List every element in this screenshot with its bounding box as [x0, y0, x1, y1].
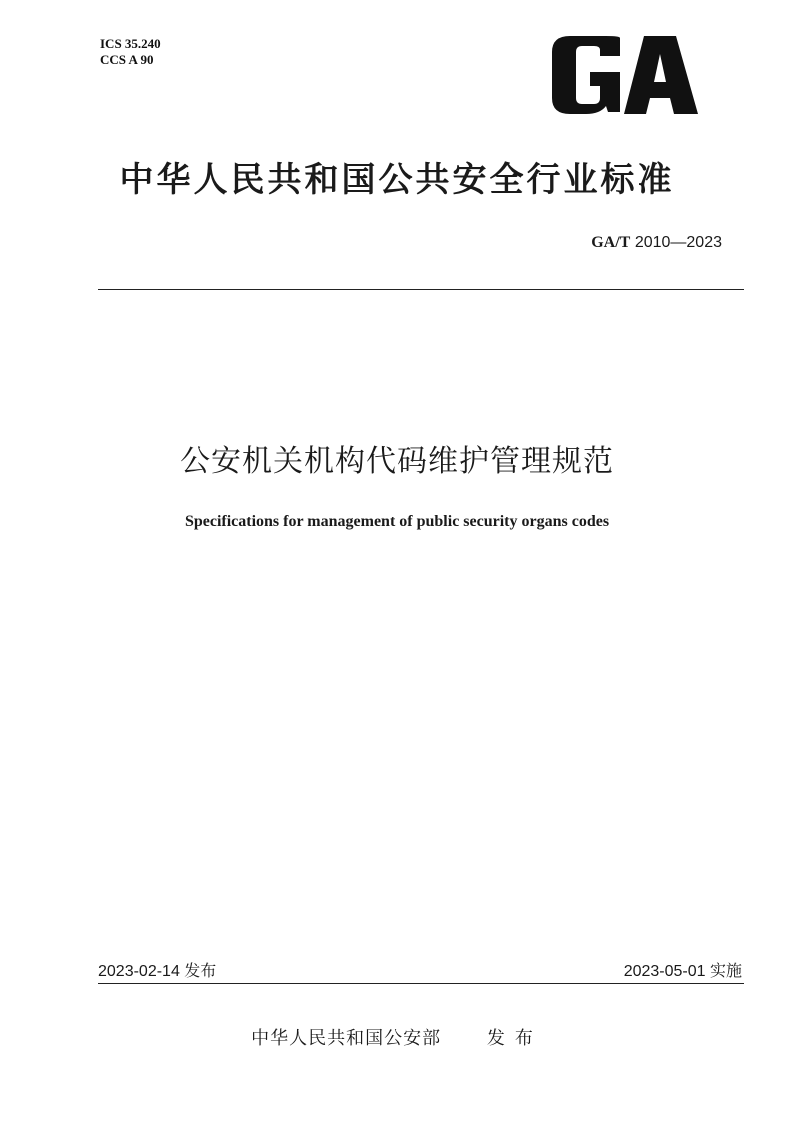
ccs-code: CCS A 90 [100, 52, 154, 67]
standard-number [591, 234, 722, 252]
standard-number-value: 2010—2023 [634, 234, 722, 251]
issuer-line [0, 1024, 794, 1050]
footer-divider [98, 983, 744, 984]
ga-logo [548, 32, 700, 118]
issuer-action: 发布 [486, 1028, 543, 1049]
ics-code: ICS 35.240 [100, 36, 161, 51]
standard-number-prefix: GA/T [591, 234, 631, 251]
release-date: 2023-02-14 发布 [98, 963, 217, 980]
document-title-chinese: 公安机关机构代码维护管理规范 [180, 444, 614, 479]
effective-date: 2023-05-01 实施 [623, 963, 742, 980]
document-title-english: Specifications for management of public security organs codes [184, 513, 610, 530]
classification-codes [100, 36, 161, 68]
industry-standard-title: 中华人民共和国公共安全行业标准 [119, 160, 675, 200]
header-divider [98, 289, 744, 290]
issuer-organization: 中华人民共和国公安部 [251, 1028, 442, 1049]
